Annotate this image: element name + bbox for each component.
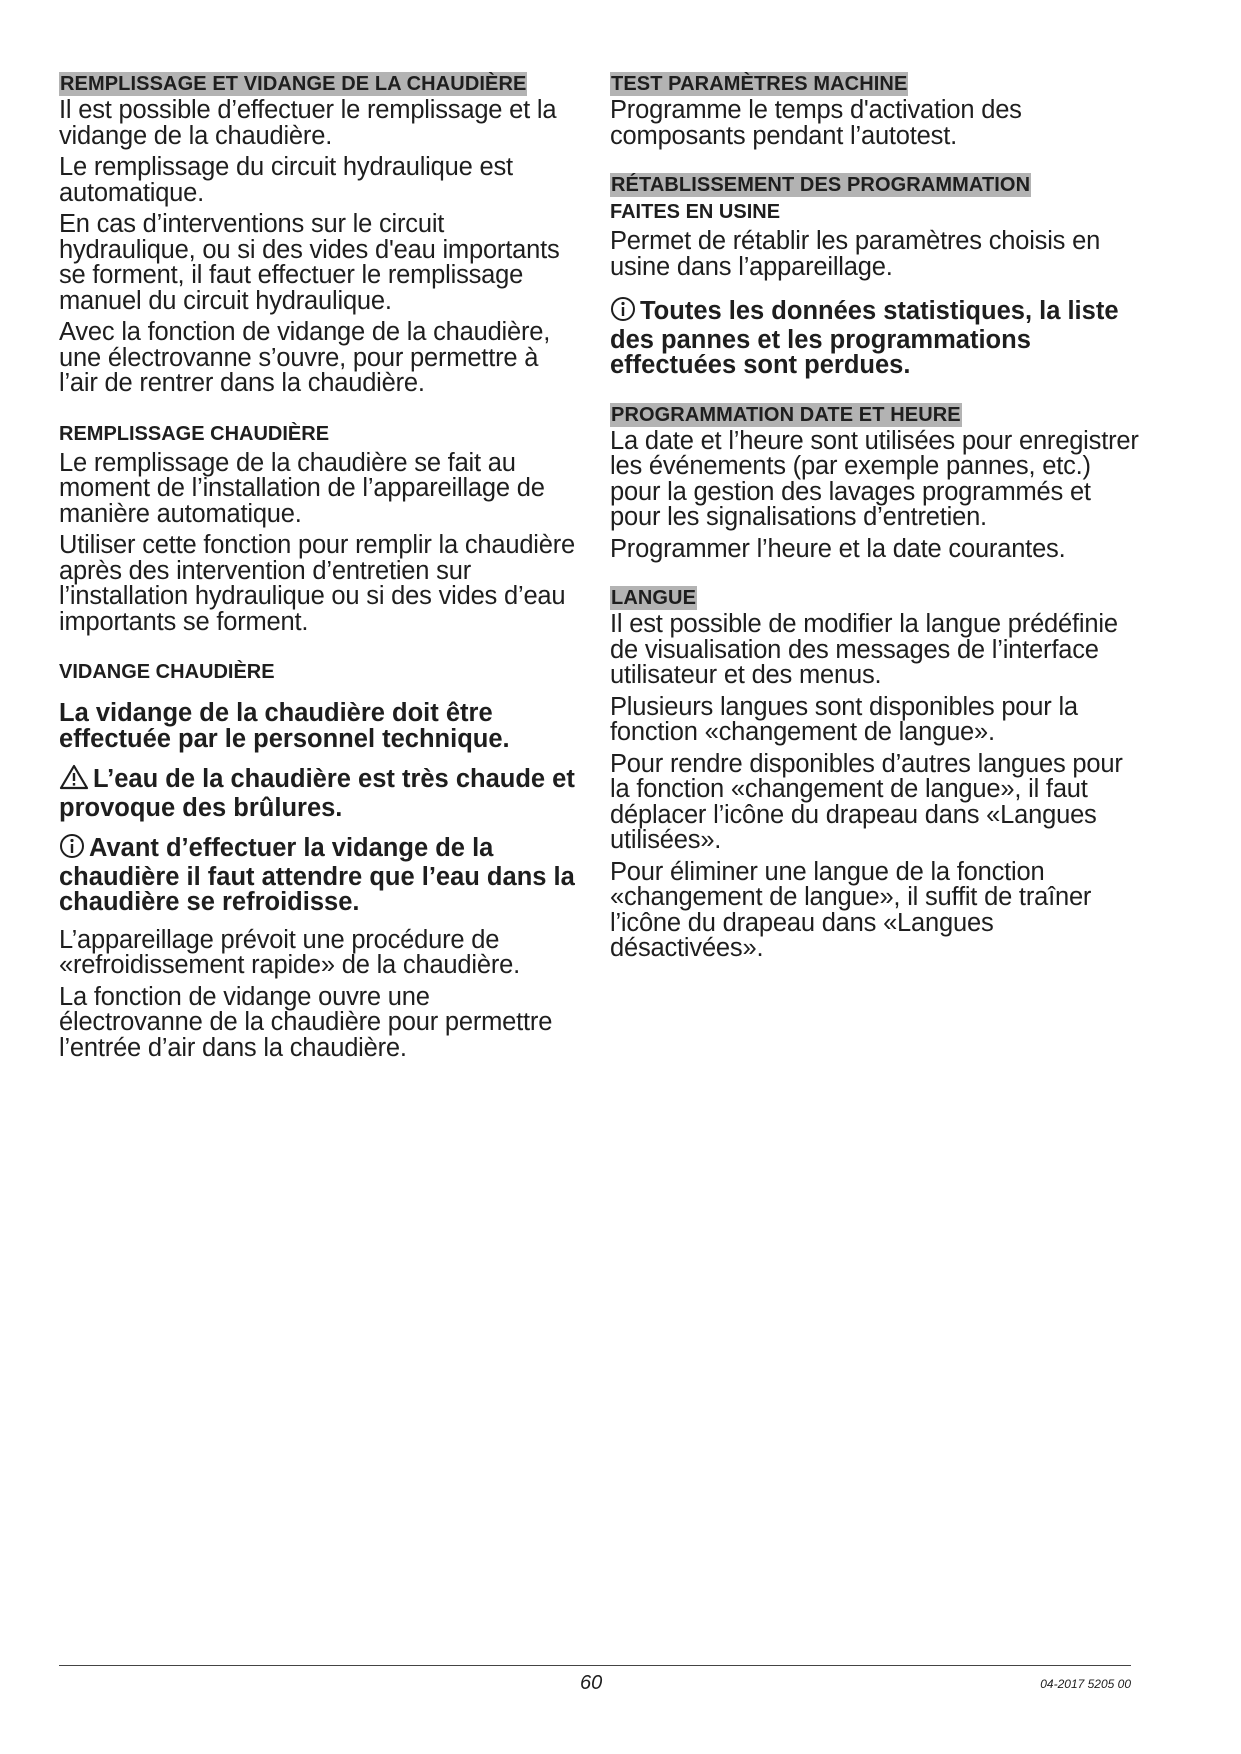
heading-date-heure: PROGRAMMATION DATE ET HEURE — [611, 403, 961, 426]
heading-test-parametres: TEST PARAMÈTRES MACHINE — [611, 73, 908, 95]
paragraph: Pour éliminer une langue de la fonction «changement de langue», il suffit de traîner l’icône du drapeau dans «Langues désactivées». — [610, 857, 1092, 962]
subheading-remplissage: REMPLISSAGE CHAUDIÈRE — [59, 422, 330, 445]
warning-notice — [59, 764, 579, 821]
info-notice — [610, 296, 1140, 379]
info-text: Avant d’effectuer la vidange de la chaudière il faut attendre que l’eau dans la chaudière se refroidisse. — [59, 834, 575, 916]
paragraph: L’appareillage prévoit une procédure de «refroidissement rapide» de la chaudière. — [59, 925, 520, 979]
paragraph: Avec la fonction de vidange de la chaudière, une électrovanne s’ouvre, pour permettre à l’air de rentrer dans la chaudière. — [59, 318, 551, 397]
subheading-vidange: VIDANGE CHAUDIÈRE — [59, 661, 275, 683]
bold-notice: La vidange de la chaudière doit être effectuée par le personnel technique. — [59, 699, 510, 753]
subheading-faites-en-usine: FAITES EN USINE — [610, 201, 781, 223]
paragraph: Plusieurs langues sont disponibles pour la fonction «changement de langue». — [610, 692, 1078, 746]
warning-icon — [59, 764, 89, 796]
info-icon — [610, 296, 636, 328]
paragraph: Utiliser cette fonction pour remplir la chaudière après des intervention d’entretien sur l’installation hydraulique ou si des vides d’eau importants se forment. — [59, 531, 576, 636]
info-icon — [59, 833, 85, 865]
paragraph: Le remplissage du circuit hydraulique est automatique. — [59, 153, 513, 207]
heading-retablissement: RÉTABLISSEMENT DES PROGRAMMATION — [611, 174, 1031, 196]
warning-text: L’eau de la chaudière est très chaude et provoque des brûlures. — [59, 765, 575, 822]
footer-divider — [59, 1665, 1131, 1666]
paragraph: Permet de rétablir les paramètres choisis en usine dans l’appareillage. — [610, 227, 1101, 281]
info-text: Toutes les données statistiques, la liste des pannes et les programmations effectuées sont perdues. — [610, 297, 1119, 379]
right-column — [610, 72, 1140, 968]
paragraph: Pour rendre disponibles d’autres langues pour la fonction «changement de langue», il faut déplacer l’icône du drapeau dans «Langues utilisées». — [610, 749, 1123, 854]
paragraph: Programmer l’heure et la date courantes. — [610, 534, 1066, 563]
paragraph: Il est possible de modifier la langue prédéfinie de visualisation des messages de l’interface utilisateur et des menus. — [610, 610, 1118, 689]
paragraph: Le remplissage de la chaudière se fait au moment de l’installation de l’appareillage de manière automatique. — [59, 448, 545, 528]
page-number: 60 — [580, 1672, 603, 1694]
paragraph: La date et l’heure sont utilisées pour enregistrer les événements (par exemple pannes, etc.) pour la gestion des lavages programmés et pour les signalisations d’entretien. — [610, 426, 1139, 531]
info-notice — [59, 833, 579, 916]
paragraph: Il est possible d’effectuer le remplissage et la vidange de la chaudière. — [59, 96, 557, 150]
paragraph: En cas d’interventions sur le circuit hydraulique, ou si des vides d'eau importants se forment, il faut effectuer le remplissage manuel du circuit hydraulique. — [59, 210, 560, 315]
heading-remplissage-vidange: REMPLISSAGE ET VIDANGE DE LA CHAUDIÈRE — [60, 73, 527, 95]
left-column — [59, 72, 579, 1067]
paragraph: La fonction de vidange ouvre une électrovanne de la chaudière pour permettre l’entrée d’air dans la chaudière. — [59, 982, 553, 1062]
heading-langue: LANGUE — [611, 587, 697, 609]
paragraph: Programme le temps d'activation des composants pendant l’autotest. — [610, 96, 1022, 150]
document-code: 04-2017 5205 00 — [1040, 1677, 1131, 1691]
